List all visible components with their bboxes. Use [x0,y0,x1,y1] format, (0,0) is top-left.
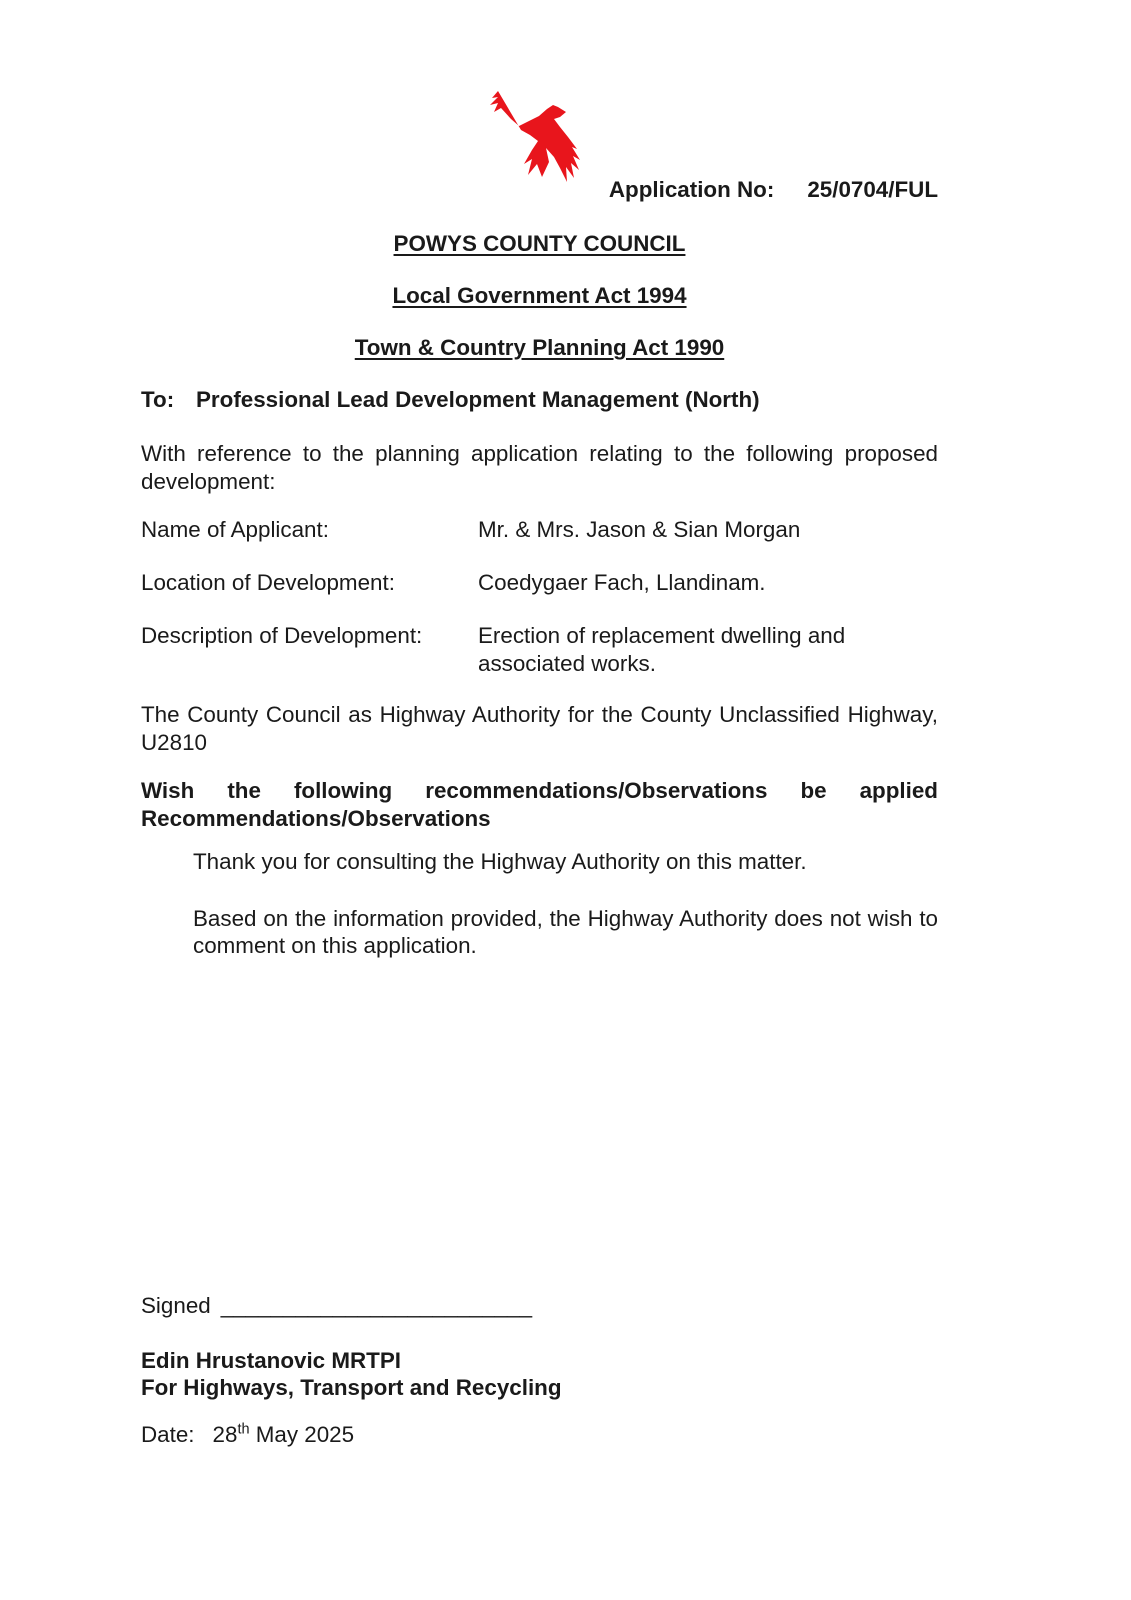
addressee-label: To: [141,387,175,412]
red-kite-silhouette [490,91,580,182]
detail-row-applicant [141,516,938,544]
document-header [141,0,938,204]
date-rest: May 2025 [249,1422,355,1447]
document-content [141,0,938,1449]
application-number-label: Application No: [608,176,775,202]
date-label: Date: [141,1422,195,1447]
addressee-value: Professional Lead Development Management (North) [196,387,760,412]
applicant-label: Name of Applicant: [141,517,329,542]
application-number-line [609,176,938,204]
red-kite-logo-icon [485,86,581,186]
act-title-1990: Town & Country Planning Act 1990 [354,335,725,360]
location-value: Coedygaer Fach, Llandinam. [478,570,766,595]
act-title-1994: Local Government Act 1994 [392,283,687,308]
document-titles [141,232,938,360]
observation-paragraph-1: Thank you for consulting the Highway Authority on this matter. [193,849,807,874]
intro-paragraph: With reference to the planning application relating to the following proposed development: [141,441,938,494]
highway-authority-paragraph: The County Council as Highway Authority for the County Unclassified Highway, U2810 [141,702,938,755]
description-value: Erection of replacement dwelling and associated works. [478,623,846,676]
date-day: 28 [212,1422,238,1447]
officer-name: Edin Hrustanovic MRTPI [141,1348,402,1373]
applicant-value: Mr. & Mrs. Jason & Sian Morgan [478,517,801,542]
application-number-value: 25/0704/FUL [807,176,938,202]
signature-blank-line: _________________________ [220,1292,533,1318]
recommendations-heading: Wish the following recommendations/Observations be applied Recommendations/Observations [141,778,938,831]
signed-line [141,1292,938,1320]
addressee-line [141,388,938,412]
detail-row-description [141,622,938,677]
detail-row-location [141,569,938,597]
observation-paragraph-2: Based on the information provided, the Highway Authority does not wish to comment on this application. [193,905,938,958]
signature-block [141,1292,938,1449]
council-title: POWYS COUNTY COUNCIL [393,231,686,256]
officer-role: For Highways, Transport and Recycling [141,1374,562,1400]
application-details [141,516,938,677]
date-line [141,1421,938,1449]
signed-label: Signed [141,1292,211,1318]
date-ordinal: th [237,1421,250,1438]
officer-block [141,1348,938,1401]
description-label: Description of Development: [141,623,423,648]
location-label: Location of Development: [141,570,395,595]
